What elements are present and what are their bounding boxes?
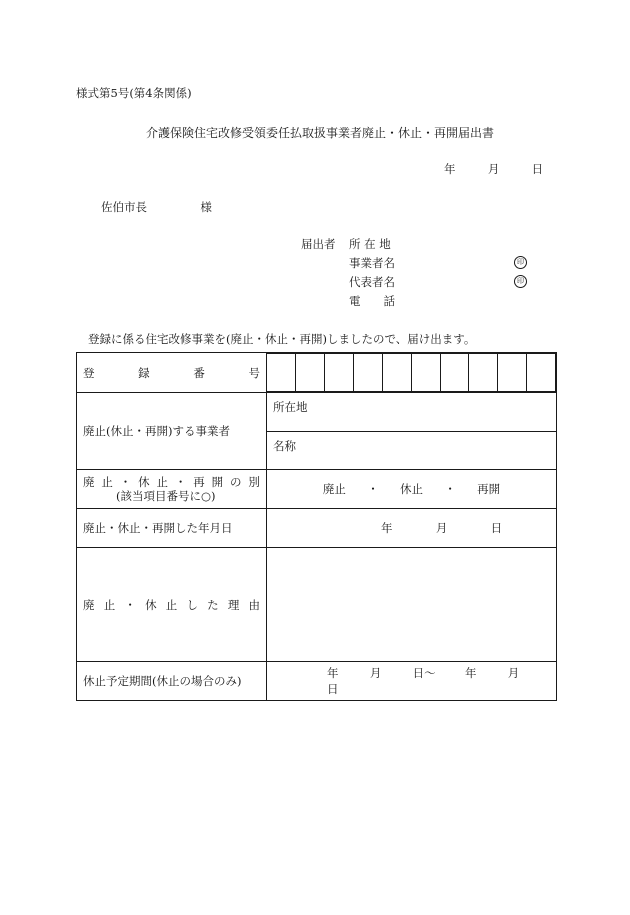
- date-year: 年: [381, 521, 393, 535]
- reason-char: 廃: [83, 597, 95, 612]
- type-row: [77, 470, 557, 509]
- reason-char: ・: [124, 597, 136, 612]
- type-char: 止: [156, 475, 168, 489]
- reg-char: 録: [138, 365, 150, 380]
- registration-digit-box[interactable]: [469, 354, 498, 392]
- addressee-name: 佐伯市長: [101, 200, 147, 214]
- type-char: ・: [119, 475, 132, 489]
- registration-digit-box[interactable]: [498, 354, 527, 392]
- applicant-address-label: 所 在 地: [349, 237, 391, 251]
- registration-digit-box[interactable]: [325, 354, 354, 392]
- reason-char: 止: [165, 597, 178, 612]
- business-name-label: 名称: [273, 438, 296, 453]
- registration-digit-box[interactable]: [411, 354, 440, 392]
- statement: 登録に係る住宅改修事業を(廃止・休止・再開)しましたので、届け出ます。: [88, 332, 476, 346]
- business-address-field[interactable]: [267, 393, 556, 431]
- date-field[interactable]: [267, 509, 557, 548]
- header-date-year: 年: [444, 162, 456, 176]
- type-options: [267, 470, 557, 509]
- option-separator: ・: [367, 482, 379, 496]
- reg-char: 号: [248, 365, 260, 380]
- representative-seal-icon: 印: [514, 275, 527, 288]
- reason-char: し: [186, 597, 198, 612]
- to-year: 年: [464, 666, 477, 680]
- date-label: 廃止・休止・再開した年月日: [77, 509, 267, 548]
- type-char: 廃: [83, 475, 95, 489]
- reg-char: 番: [193, 365, 205, 380]
- reason-char: 理: [227, 597, 240, 612]
- reason-char: 止: [103, 597, 116, 612]
- registration-row: [77, 353, 557, 393]
- form-number: 様式第5号(第4条関係): [76, 86, 192, 100]
- reason-field[interactable]: [267, 548, 557, 662]
- option-separator: ・: [444, 482, 456, 496]
- type-char: 別: [248, 475, 260, 489]
- type-char: の: [230, 475, 242, 489]
- reason-char: 由: [248, 597, 260, 612]
- business-address-label: 所在地: [273, 400, 308, 414]
- date-day: 日: [490, 521, 503, 535]
- reason-char: た: [207, 597, 219, 612]
- document-title: 介護保険住宅改修受領委任払取扱事業者廃止・休止・再開届出書: [146, 126, 495, 140]
- suspension-row: [77, 662, 557, 701]
- addressee-honorific: 様: [200, 200, 212, 214]
- applicant-representative-label: 代表者名: [349, 275, 395, 289]
- registration-digit-box[interactable]: [440, 354, 469, 392]
- type-char: 休: [138, 475, 150, 489]
- business-label: 廃止(休止・再開)する事業者: [77, 393, 267, 470]
- type-char: ・: [174, 475, 187, 489]
- registration-number-boxes: [267, 353, 557, 393]
- type-char: 止: [101, 475, 113, 489]
- registration-digit-box[interactable]: [354, 354, 383, 392]
- registration-digit-box[interactable]: [382, 354, 411, 392]
- notification-form-table: [76, 352, 557, 701]
- suspension-label: 休止予定期間(休止の場合のみ): [77, 662, 267, 701]
- business-row: [77, 393, 557, 470]
- suspension-period-field[interactable]: [267, 662, 557, 701]
- addressee: [101, 199, 212, 215]
- registration-digit-box[interactable]: [267, 354, 296, 392]
- business-name-field[interactable]: [267, 431, 556, 470]
- applicant-business-name-label: 事業者名: [349, 256, 395, 270]
- option-discontinue[interactable]: 廃止: [322, 482, 346, 496]
- registration-digit-box[interactable]: [296, 354, 325, 392]
- reg-char: 登: [83, 365, 95, 380]
- type-label: [77, 470, 267, 509]
- registration-digit-box[interactable]: [527, 354, 556, 392]
- option-resume[interactable]: 再開: [477, 482, 501, 496]
- to-day: 日: [327, 682, 339, 696]
- from-year: 年: [327, 666, 339, 680]
- type-char: 開: [211, 475, 224, 489]
- business-fields: [267, 393, 557, 470]
- reason-char: 休: [145, 597, 157, 612]
- date-row: [77, 509, 557, 548]
- date-month: 月: [435, 521, 448, 535]
- registration-number-label: [77, 353, 267, 393]
- header-date: [444, 161, 543, 177]
- applicant-phone-label: 電 話: [349, 294, 395, 308]
- to-month: 月: [507, 666, 520, 680]
- business-seal-icon: 印: [514, 256, 527, 269]
- type-char: 再: [193, 475, 205, 489]
- from-day: 日〜: [412, 666, 436, 680]
- from-month: 月: [369, 666, 382, 680]
- header-date-month: 月: [487, 162, 500, 176]
- reason-row: [77, 548, 557, 662]
- option-suspend[interactable]: 休止: [400, 482, 423, 496]
- header-date-day: 日: [531, 162, 544, 176]
- applicant-label: 届出者: [301, 237, 336, 251]
- reason-label: [77, 548, 267, 662]
- type-label-note: (該当項目番号に○): [116, 489, 216, 503]
